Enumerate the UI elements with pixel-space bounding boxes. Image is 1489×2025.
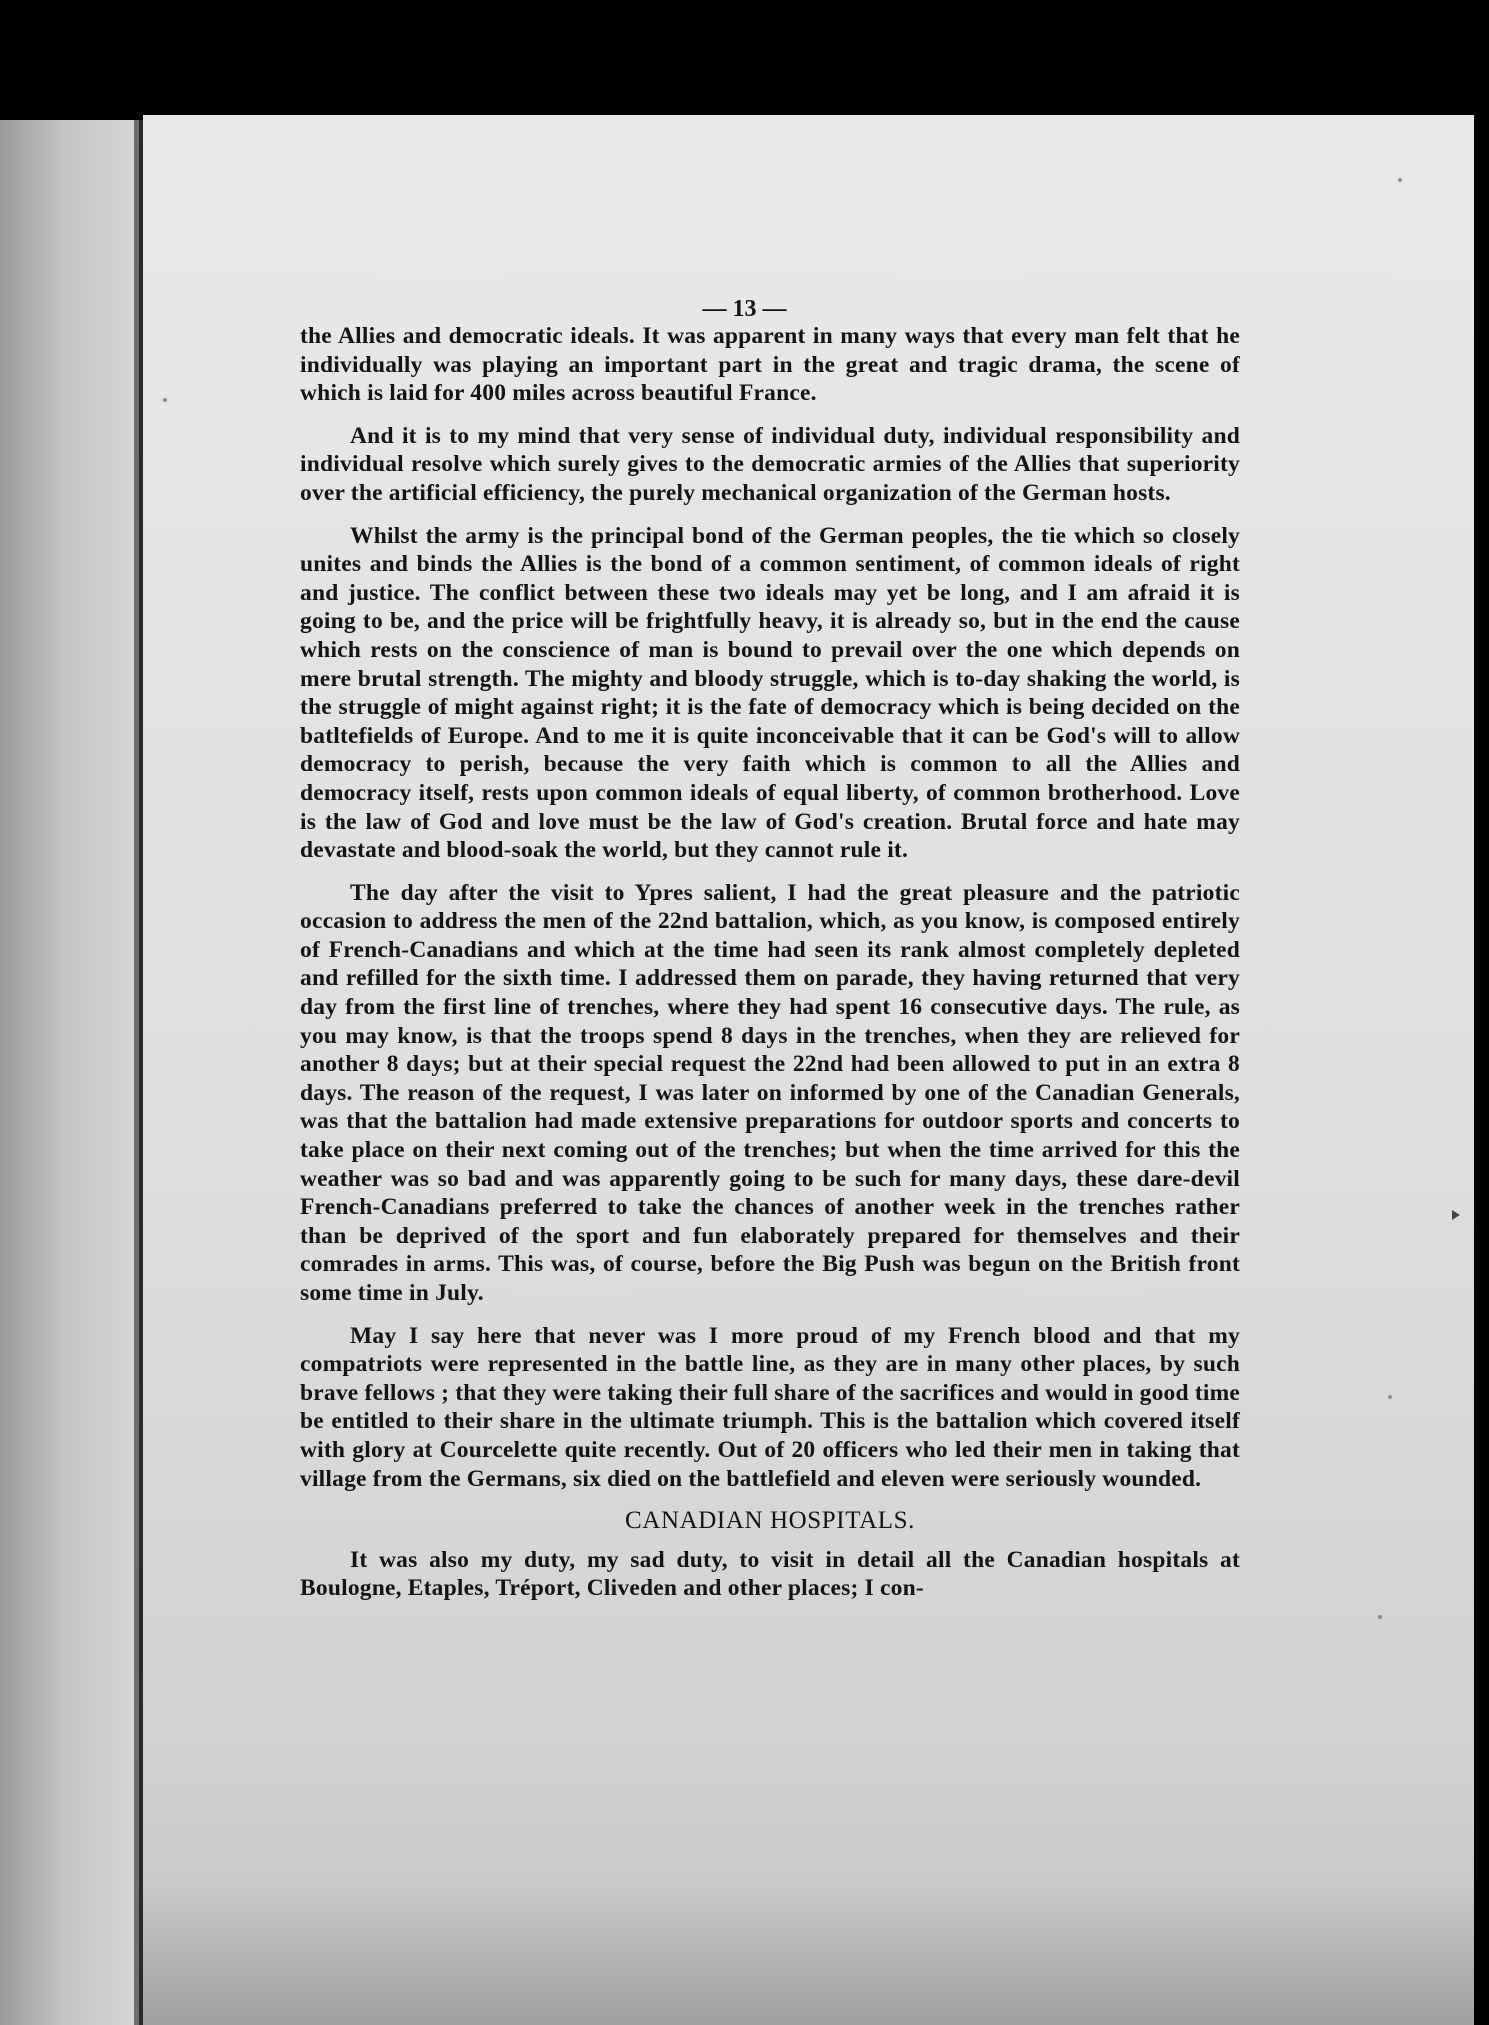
paragraph-3: Whilst the army is the principal bond of the German peoples, the tie which so closely unites and binds the Allies is the bond of a common sentiment, of common ideals of right and justice. The conflict between these two ideals may yet be long, and I am afraid it is going to be, and the price will be frightfully heavy, it is already so, but in the end the cause which rests on the conscience of man is bound to prevail over the one which depends on mere brutal strength. The mighty and bloody struggle, which is to-day shaking the world, is the struggle of might against right; it is the fate of democracy which is being decided on the batltefields of Europe. And to me it is quite inconceivable that it can be God's will to allow democracy to perish, because the very faith which is common to all the Allies and democracy itself, rests upon common ideals of equal liberty, of common brotherhood. Love is the law of God and love must be the law of God's creation. Brutal force and hate may devastate and blood-soak the world, but they cannot rule it. xyxy=(300,522,1240,864)
speck xyxy=(1378,1615,1382,1619)
paragraph-6: It was also my duty, my sad duty, to visit in detail all the Canadian hospitals at Boulogne, Etaples, Tréport, Cliveden and other places; I con- xyxy=(300,1546,1240,1602)
page-text xyxy=(300,322,1240,1617)
page-number: — 13 — xyxy=(702,296,787,322)
speck xyxy=(1398,178,1402,182)
paragraph-2: And it is to my mind that very sense of individual duty, individual responsibility and individual resolve which surely gives to the democratic armies of the Allies that superiority over the artificial efficiency, the purely mechanical organization of the German hosts. xyxy=(300,422,1240,506)
left-page xyxy=(0,120,142,2025)
paragraph-1: the Allies and democratic ideals. It was apparent in many ways that every man felt that he individually was playing an important part in the great and tragic drama, the scene of which is laid for 400 miles across beautiful France. xyxy=(300,323,1240,407)
paragraph-5: May I say here that never was I more proud of my French blood and that my compatriots were represented in the battle line, as they are in many other places, by such brave fellows ; that they were taking their full share of the sacrifices and would in good time be entitled to their share in the ultimate triumph. This is the battalion which covered itself with glory at Courcelette quite recently. Out of 20 officers who led their men in taking that village from the Germans, six died on the battlefield and eleven were seriously wounded. xyxy=(300,1322,1241,1492)
page-shadow xyxy=(143,1880,1474,2025)
margin-arrow-mark xyxy=(1452,1210,1460,1220)
speck xyxy=(163,398,167,402)
section-heading: CANADIAN HOSPITALS. xyxy=(625,1507,915,1535)
paragraph-4: The day after the visit to Ypres salient, I had the great pleasure and the patriotic occasion to address the men of the 22nd battalion, which, as you know, is composed entirely of French-Canadians and which at the time had seen its rank almost completely depleted and refilled for the sixth time. I addressed them on parade, they having returned that very day from the first line of trenches, where they had spent 16 consecutive days. The rule, as you may know, is that the troops spend 8 days in the trenches, when they are relieved for another 8 days; but at their special request the 22nd had been allowed to put in an extra 8 days. The reason of the request, I was later on informed by one of the Canadian Generals, was that the battalion had made extensive preparations for outdoor sports and concerts to take place on their next coming out of the trenches; but when the time arrived for this the weather was so bad and was apparently going to be such for many days, these dare-devil French-Canadians preferred to take the chances of another week in the trenches rather than be deprived of the sport and fun elaborately prepared for themselves and their comrades in arms. This was, of course, before the Big Push was begun on the British front some time in July. xyxy=(300,879,1240,1306)
speck xyxy=(1388,1395,1392,1399)
